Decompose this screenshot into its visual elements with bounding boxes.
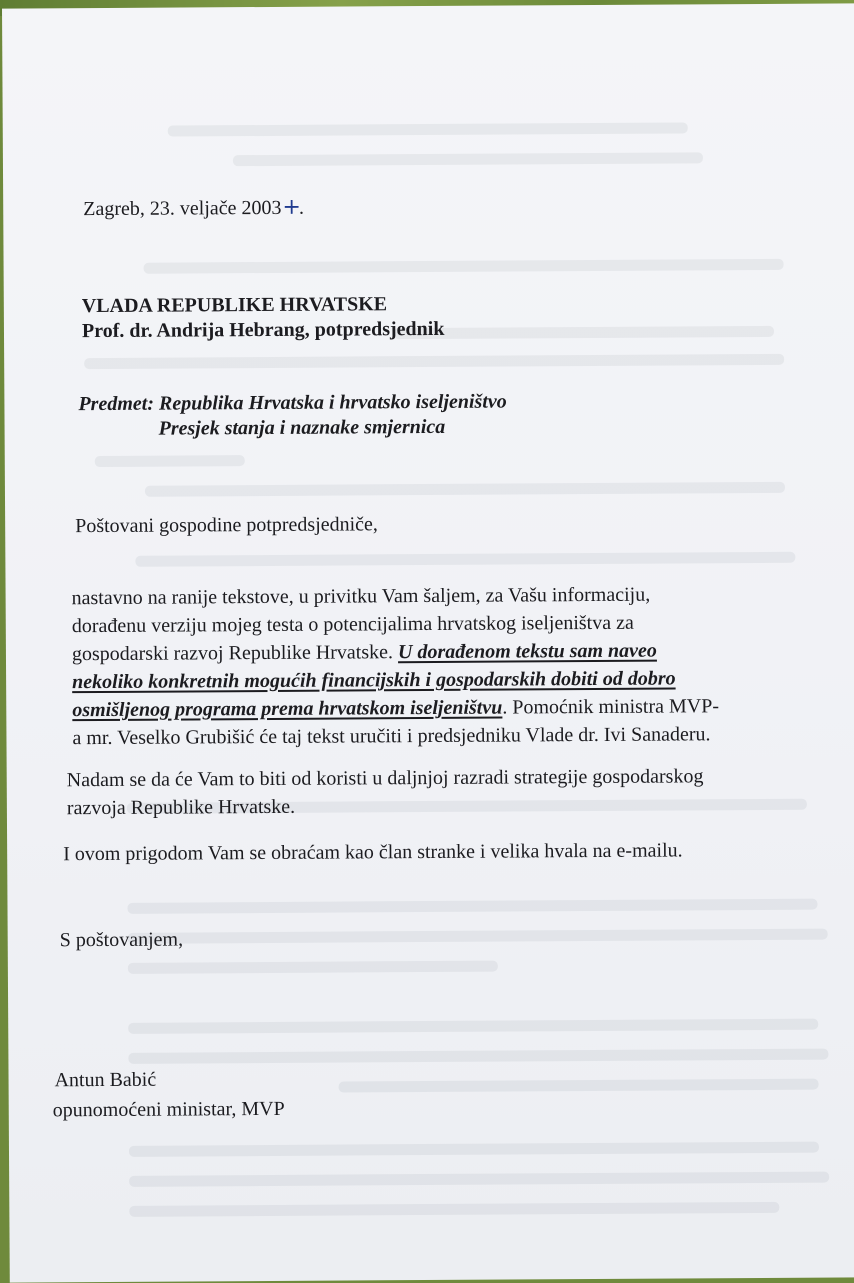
- line-text: nastavno na ranije tekstove, u privitku Vam šaljem, za Vašu informaciju,: [71, 583, 651, 610]
- line-text: . Pomoćnik ministra MVP-: [502, 695, 720, 719]
- bleed-through: [128, 1019, 818, 1034]
- handwritten-date-correction: +: [282, 194, 300, 220]
- line-text: dorađenu verziju mojeg testa o potencijalima hrvatskog iseljeništva za: [71, 611, 634, 638]
- bleed-through: [129, 1202, 779, 1217]
- letter-page: [2, 3, 854, 1282]
- paragraph-line: [72, 636, 794, 668]
- emphasized-text: osmišljenog programa prema hrvatskom iseljeništvu: [72, 696, 503, 722]
- bleed-through: [128, 1049, 828, 1064]
- bleed-through: [233, 152, 703, 166]
- paragraph-line: [72, 608, 794, 640]
- signature-name: Antun Babić: [54, 1068, 157, 1092]
- bleed-through: [394, 326, 774, 339]
- body-paragraph-3: I ovom prigodom Vam se obraćam kao član stranke i velika hvala na e-mailu.: [63, 839, 683, 866]
- line-text: gospodarski razvoj Republike Hrvatske.: [71, 641, 394, 666]
- emphasized-text: nekoliko konkretnih mogućih financijskih i gospodarskih dobiti od dobro: [72, 667, 676, 694]
- bleed-through: [95, 455, 245, 467]
- paragraph-line: [72, 692, 794, 724]
- line-text: razvoja Republike Hrvatske.: [66, 795, 296, 820]
- body-paragraph-2: [67, 762, 704, 822]
- bleed-through: [129, 1142, 819, 1157]
- bleed-through: [339, 1079, 819, 1093]
- salutation: Poštovani gospodine potpredsjedniče,: [75, 513, 378, 538]
- recipient-person: Prof. dr. Andrija Hebrang, potpredsjednik: [81, 317, 445, 343]
- bleed-through: [84, 354, 784, 369]
- paragraph-line: [72, 720, 794, 752]
- paragraph-line: [67, 762, 704, 794]
- subject-line: Predmet: Republika Hrvatska i hrvatsko iseljeništvo: [78, 390, 507, 416]
- date-text: Zagreb, 23. veljače 2003: [83, 196, 282, 221]
- bleed-through: [128, 961, 498, 974]
- bleed-through: [127, 899, 817, 914]
- date-period: .: [298, 196, 305, 219]
- closing: S poštovanjem,: [59, 928, 184, 952]
- bleed-through: [144, 259, 784, 274]
- line-text: a mr. Veselko Grubišić će taj tekst uručiti i predsjedniku Vlade dr. Ivi Sanaderu.: [72, 723, 711, 750]
- bleed-through: [135, 552, 795, 567]
- body-paragraph-1: [72, 580, 795, 752]
- bleed-through: [129, 1172, 829, 1187]
- bleed-through: [145, 482, 785, 497]
- signature-title: opunomoćeni ministar, MVP: [52, 1097, 285, 1122]
- letter-date: [83, 194, 305, 221]
- line-text: Nadam se da će Vam to biti od koristi u daljnjoj razradi strategije gospodarskog: [66, 765, 704, 792]
- subject-subline: Presjek stanja i naznake smjernica: [158, 415, 446, 440]
- recipient-institution: VLADA REPUBLIKE HRVATSKE: [81, 293, 388, 318]
- paragraph-line: [72, 580, 794, 612]
- paragraph-line: [72, 664, 794, 696]
- emphasized-text: U dorađenom tekstu sam naveo: [397, 639, 657, 664]
- paragraph-line: [67, 790, 704, 822]
- bleed-through: [168, 122, 688, 136]
- bleed-through: [128, 929, 828, 944]
